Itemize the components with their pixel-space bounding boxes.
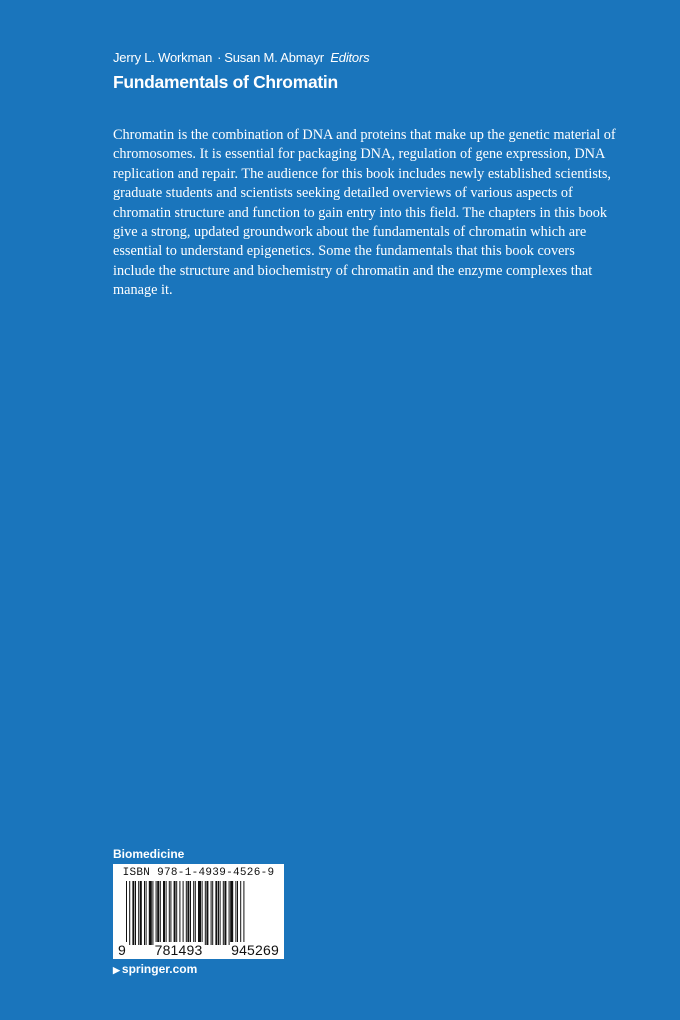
book-description: Chromatin is the combination of DNA and proteins that make up the genetic material of chromosomes. It is essential for packaging DNA, regulation of gene expression, DNA replication and repair. The audience for this book includes newly established scientists, graduate students and scientists seeking detailed overviews of various aspects of chromatin structure and function to gain entry into this field. The chapters in this book give a strong, updated groundwork about the fundamentals of chromatin which are essential to understand epigenetics. Some the fundamentals that this book covers include the structure and biochemistry of chromatin and the enzyme complexes that manage it. [113,127,616,299]
editors-role: Editors [330,50,370,65]
triangle-right-icon: ▶ [113,965,120,975]
website-text: springer.com [121,962,198,976]
editor-separator: · [217,50,222,65]
subject-category: Biomedicine [113,847,185,861]
barcode-bars [124,881,274,945]
isbn-barcode [113,864,284,959]
editors-line [113,50,369,65]
barcode-digits-right: 945269 [231,942,279,958]
editor-name-2: Susan M. Abmayr [224,50,324,65]
isbn-label: ISBN 978-1-4939-4526-9 [122,867,275,879]
editor-name-1: Jerry L. Workman [113,50,213,65]
publisher-website [113,962,197,976]
barcode-digits [117,942,280,958]
barcode-digit-first: 9 [118,942,126,958]
book-title: Fundamentals of Chromatin [113,72,338,92]
barcode-digits-left: 781493 [154,942,203,958]
